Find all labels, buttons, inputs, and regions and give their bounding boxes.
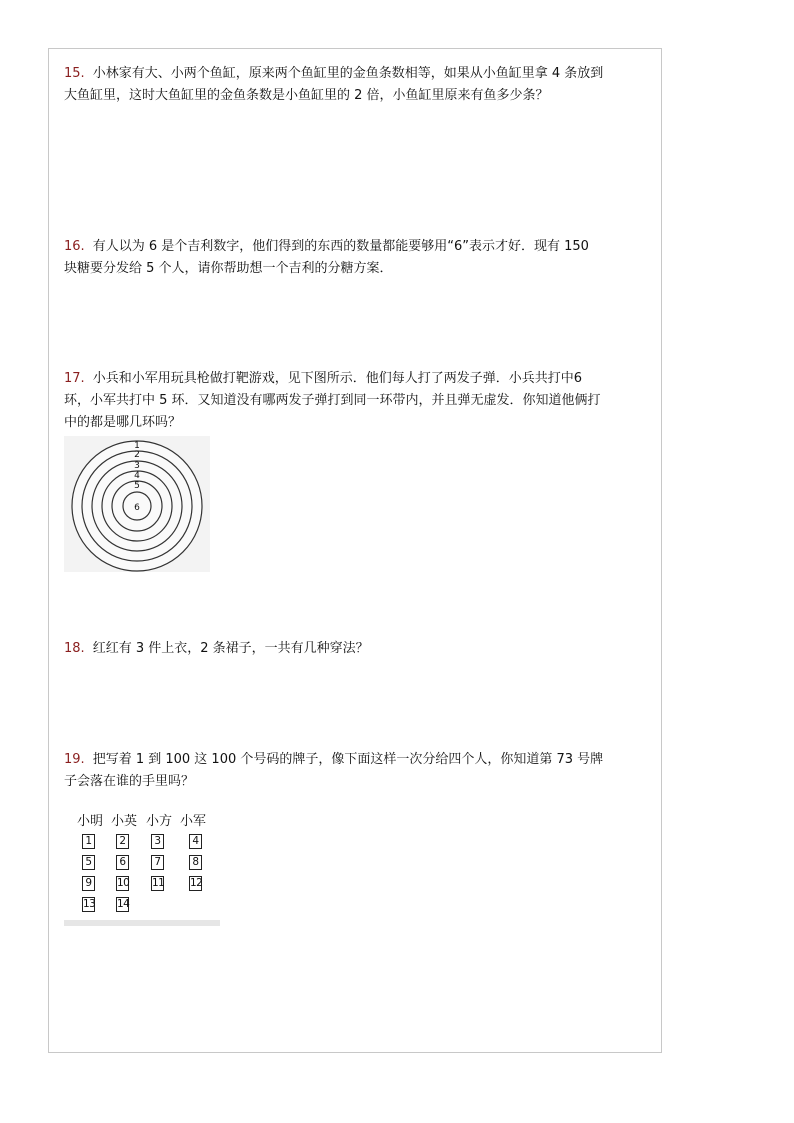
ticket-cell: 1 [82, 834, 95, 849]
question-text: 小兵和小军用玩具枪做打靶游戏，见下图所示．他们每人打了两发子弹．小兵共打中6环，小军共打中 5 环．又知道没有哪两发子弹打到同一环带内，并且弹无虚发．你知道他俩打中的都是哪几环吗？ [64, 371, 601, 430]
person-name: 小方 [146, 814, 173, 829]
ring-label-6: 6 [134, 503, 140, 513]
ring-label-1: 1 [134, 441, 140, 451]
people-header [64, 810, 220, 830]
person-name: 小军 [180, 814, 207, 829]
question-number: 17. [64, 371, 85, 386]
question-text: 把写着 1 到 100 这 100 个号码的牌子，像下面这样一次分给四个人，你知道第 73 号牌子会落在谁的手里吗？ [64, 752, 604, 789]
ticket-cell: 10 [117, 877, 130, 889]
question-text: 红红有 3 件上衣，2 条裙子，一共有几种穿法？ [92, 641, 369, 656]
question-text: 小林家有大、小两个鱼缸，原来两个鱼缸里的金鱼条数相等，如果从小鱼缸里拿 4 条放到大鱼缸里，这时大鱼缸里的金鱼条数是小鱼缸里的 2 倍，小鱼缸里原来有鱼多少条？ [64, 66, 604, 103]
ticket-cell: 6 [116, 855, 129, 870]
ring-label-4: 4 [134, 471, 140, 481]
question-number: 15. [64, 66, 85, 81]
ticket-distribution-table [64, 806, 220, 926]
ticket-cell: 11 [152, 877, 165, 889]
question-number: 19. [64, 752, 85, 767]
ring-label-3: 3 [134, 461, 140, 471]
ticket-cell: 4 [189, 834, 202, 849]
question-16 [64, 236, 604, 280]
table-shadow [64, 920, 220, 926]
person-name: 小英 [111, 814, 138, 829]
question-text: 有人以为 6 是个吉利数字，他们得到的东西的数量都能要够用“6”表示才好．现有 150 块糖要分发给 5 个人，请你帮助想一个吉利的分糖方案． [64, 239, 589, 276]
question-18 [64, 638, 604, 660]
ticket-cell: 14 [117, 898, 130, 910]
ticket-cell: 12 [190, 877, 203, 889]
ticket-cell: 7 [151, 855, 164, 870]
question-19 [64, 749, 604, 793]
ticket-cell: 13 [83, 898, 96, 910]
ticket-cell: 3 [151, 834, 164, 849]
ticket-cell: 2 [116, 834, 129, 849]
question-number: 16. [64, 239, 85, 254]
question-15 [64, 63, 604, 107]
ring-label-2: 2 [134, 450, 140, 460]
ticket-cell: 5 [82, 855, 95, 870]
ticket-cell: 9 [82, 876, 95, 891]
target-diagram [64, 436, 210, 572]
question-17 [64, 368, 604, 434]
person-name: 小明 [77, 814, 104, 829]
question-number: 18. [64, 641, 85, 656]
ring-label-5: 5 [134, 481, 140, 491]
ticket-cell: 8 [189, 855, 202, 870]
